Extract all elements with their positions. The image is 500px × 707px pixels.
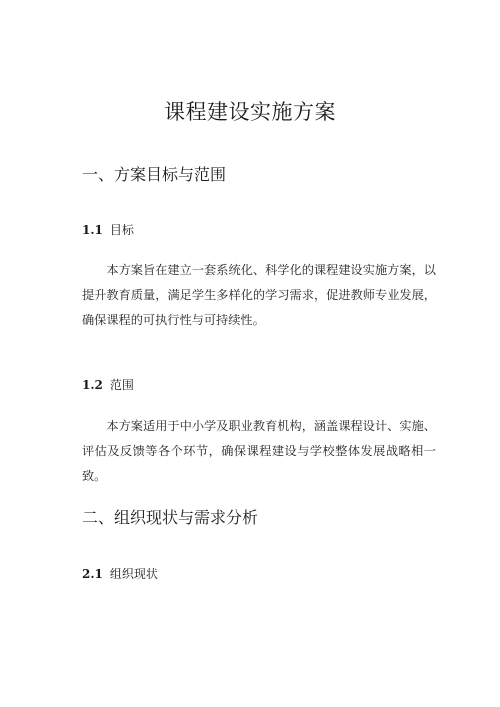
subsection-heading bbox=[82, 376, 134, 393]
subsection-heading bbox=[82, 221, 134, 238]
subsection-heading bbox=[82, 565, 158, 582]
subsection-title: 目标 bbox=[109, 223, 134, 237]
subsection-title: 范围 bbox=[109, 378, 134, 392]
body-paragraph: 本方案适用于中小学及职业教育机构，涵盖课程设计、实施、评估及反馈等各个环节，确保课程建设与学校整体发展战略相一致。 bbox=[82, 419, 436, 483]
body-paragraph: 本方案旨在建立一套系统化、科学化的课程建设实施方案，以提升教育质量，满足学生多样化的学习需求，促进教师专业发展，确保课程的可执行性与可持续性。 bbox=[82, 263, 436, 327]
document-title: 课程建设实施方案 bbox=[164, 100, 336, 124]
subsection-number: 1.2 bbox=[82, 378, 103, 392]
section-heading: 二、组织现状与需求分析 bbox=[82, 508, 259, 527]
section-heading: 一、方案目标与范围 bbox=[82, 165, 227, 184]
subsection-number: 2.1 bbox=[82, 567, 103, 581]
subsection-title: 组织现状 bbox=[109, 567, 158, 581]
subsection-number: 1.1 bbox=[82, 223, 103, 237]
